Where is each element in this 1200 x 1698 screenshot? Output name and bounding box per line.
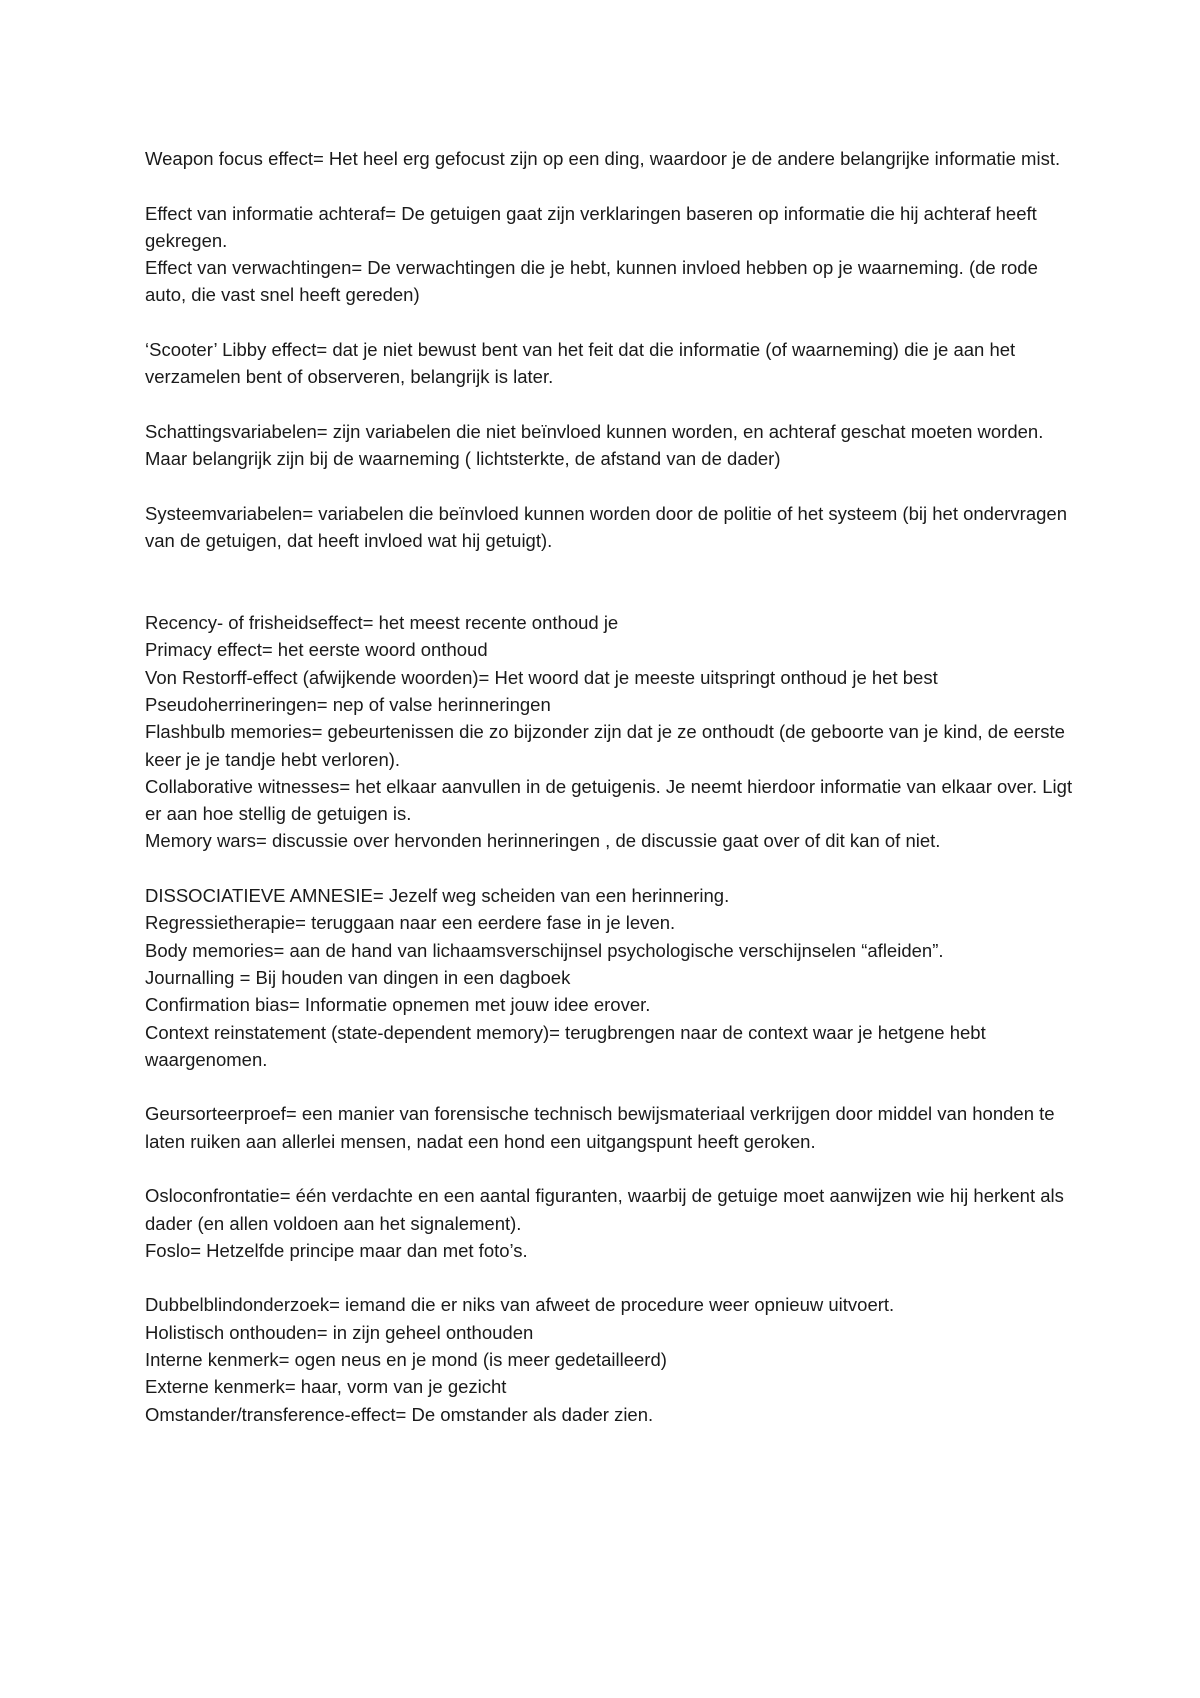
paragraph-spacer — [145, 1264, 1075, 1291]
paragraph-spacer — [145, 855, 1075, 882]
paragraph-scooter-libby: ‘Scooter’ Libby effect= dat je niet bewust bent van het feit dat die informatie (of waarneming) die je aan het verzamelen bent of observeren, belangrijk is later. — [145, 339, 1016, 388]
paragraph-systeemvariabelen: Systeemvariabelen= variabelen die beïnvloed kunnen worden door de politie of het systeem (bij het ondervragen van de getuigen, dat heeft invloed wat hij getuigt). — [145, 502, 1067, 552]
document-body — [145, 145, 1075, 1428]
line-context-reinstatement: Context reinstatement (state-dependent memory)= terugbrengen naar de context waar je hetgene hebt waargenomen. — [145, 1021, 986, 1070]
paragraph-spacer — [145, 554, 1075, 609]
line-externe-kenmerk: Externe kenmerk= haar, vorm van je gezicht — [145, 1376, 507, 1398]
line-holistisch-onthouden: Holistisch onthouden= in zijn geheel onthouden — [145, 1321, 534, 1343]
line-flashbulb-memories: Flashbulb memories= gebeurtenissen die zo bijzonder zijn dat je ze onthoudt (de geboorte van je kind, de eerste keer je je tandje hebt verloren). — [145, 721, 1065, 770]
line-osloconfrontatie: Osloconfrontatie= één verdachte en een aantal figuranten, waarbij de getuige moet aanwijzen wie hij herkent als dader (en allen voldoen aan het signalement). — [145, 1185, 1064, 1234]
paragraph-spacer — [145, 473, 1075, 500]
line-confirmation-bias: Confirmation bias= Informatie opnemen met jouw idee erover. — [145, 994, 651, 1016]
line-collaborative-witnesses: Collaborative witnesses= het elkaar aanvullen in de getuigenis. Je neemt hierdoor informatie van elkaar over. Ligt er aan hoe stellig de getuigen is. — [145, 775, 1073, 825]
line-pseudoherrineringen: Pseudoherrineringen= nep of valse herinneringen — [145, 693, 551, 715]
paragraph-spacer — [145, 1155, 1075, 1182]
line-regressietherapie: Regressietherapie= teruggaan naar een eerdere fase in je leven. — [145, 912, 676, 934]
line-primacy-effect: Primacy effect= het eerste woord onthoud — [145, 639, 488, 661]
line-foslo: Foslo= Hetzelfde principe maar dan met foto’s. — [145, 1239, 528, 1261]
paragraph-schattingsvariabelen: Schattingsvariabelen= zijn variabelen die niet beïnvloed kunnen worden, en achteraf geschat moeten worden. Maar belangrijk zijn bij de waarneming ( lichtsterkte, de afstand van de dader) — [145, 420, 1044, 470]
line-von-restorff: Von Restorff-effect (afwijkende woorden)= Het woord dat je meeste uitspringt onthoud je het best — [145, 666, 938, 688]
paragraph-spacer — [145, 172, 1075, 199]
line-recency-effect: Recency- of frisheidseffect= het meest recente onthoud je — [145, 612, 619, 634]
paragraph-geursorteerproef: Geursorteerproef= een manier van forensische technisch bewijsmateriaal verkrijgen door middel van honden te laten ruiken aan allerlei mensen, nadat een hond een uitgangspunt heeft geroken. — [145, 1103, 1055, 1152]
line-journalling: Journalling = Bij houden van dingen in een dagboek — [145, 966, 571, 988]
paragraph-weapon-focus: Weapon focus effect= Het heel erg gefocust zijn op een ding, waardoor je de andere belangrijke informatie mist. — [145, 148, 1061, 169]
line-interne-kenmerk: Interne kenmerk= ogen neus en je mond (is meer gedetailleerd) — [145, 1349, 667, 1371]
paragraph-spacer — [145, 391, 1075, 418]
line-body-memories: Body memories= aan de hand van lichaamsverschijnsel psychologische verschijnselen “afleiden”. — [145, 939, 944, 961]
paragraph-spacer — [145, 1073, 1075, 1100]
line-memory-wars: Memory wars= discussie over hervonden herinneringen , de discussie gaat over of dit kan of niet. — [145, 830, 941, 852]
paragraph-effect-informatie-achteraf: Effect van informatie achteraf= De getuigen gaat zijn verklaringen baseren op informatie die hij achteraf heeft gekregen. — [145, 202, 1037, 251]
line-omstander-effect: Omstander/transference-effect= De omstander als dader zien. — [145, 1403, 654, 1425]
line-dissociatieve-amnesie: DISSOCIATIEVE AMNESIE= Jezelf weg scheiden van een herinnering. — [145, 885, 730, 907]
paragraph-spacer — [145, 309, 1075, 336]
paragraph-effect-verwachtingen: Effect van verwachtingen= De verwachtingen die je hebt, kunnen invloed hebben op je waarneming. (de rode auto, die vast snel heeft gereden) — [145, 257, 1038, 306]
line-dubbelblindonderzoek: Dubbelblindonderzoek= iemand die er niks van afweet de procedure weer opnieuw uitvoert. — [145, 1294, 895, 1316]
